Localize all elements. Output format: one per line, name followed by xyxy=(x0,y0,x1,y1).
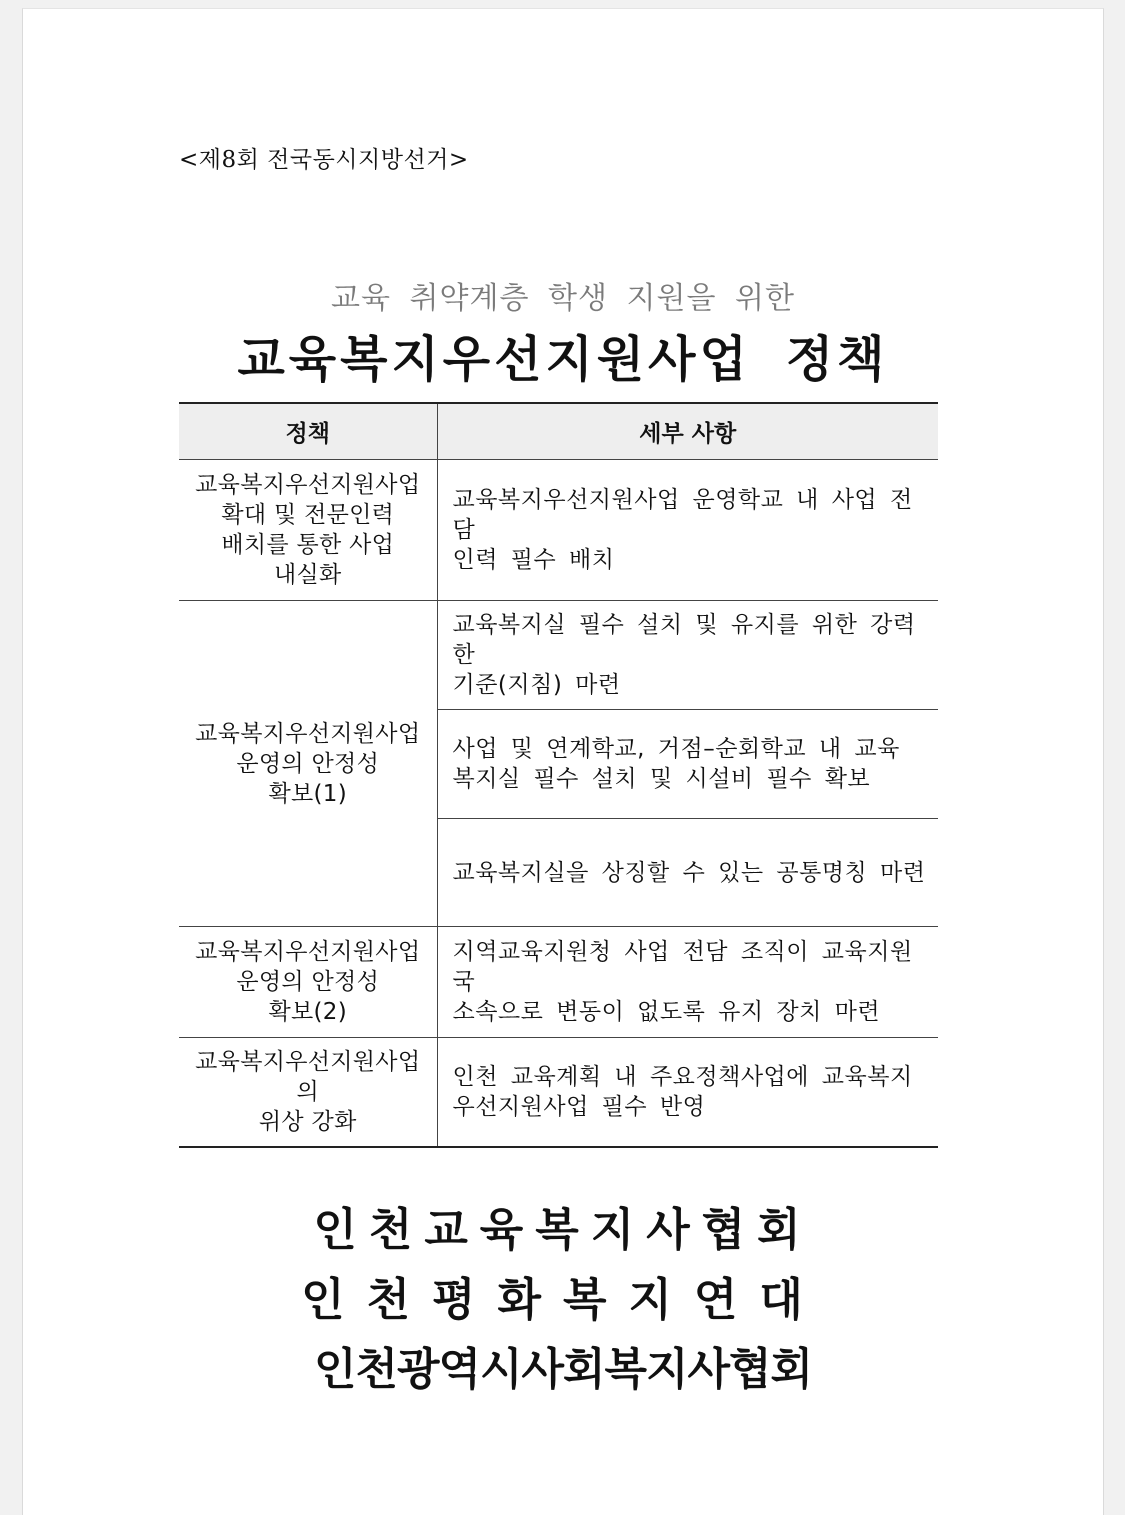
organization-name: 인천교육복지사협회 xyxy=(313,1203,813,1256)
detail-cell: 인천 교육계획 내 주요정책사업에 교육복지 우선지원사업 필수 반영 xyxy=(437,1038,938,1147)
document-page xyxy=(22,8,1104,1515)
election-tag: <제8회 전국동시지방선거> xyxy=(179,147,469,173)
organization-name: 인천광역시사회복지사협회 xyxy=(313,1344,813,1395)
table-header-row xyxy=(179,403,938,460)
detail-cell: 교육복지실을 상징할 수 있는 공통명칭 마련 xyxy=(437,819,938,927)
document-title: 교육복지우선지원사업 정책 xyxy=(237,331,889,388)
organization-name: 인천평화복지연대 xyxy=(301,1273,825,1326)
document-subtitle: 교육 취약계층 학생 지원을 위한 xyxy=(331,281,795,316)
column-header-policy: 정책 xyxy=(179,403,437,460)
detail-cell: 사업 및 연계학교, 거점–순회학교 내 교육 복지실 필수 설치 및 시설비 필수 확보 xyxy=(437,710,938,819)
policy-cell: 교육복지우선지원사업의 위상 강화 xyxy=(179,1038,437,1147)
table-row xyxy=(179,1038,938,1147)
policy-cell: 교육복지우선지원사업 운영의 안정성 확보(1) xyxy=(179,601,437,927)
detail-cell: 지역교육지원청 사업 전담 조직이 교육지원국 소속으로 변동이 없도록 유지 장치 마련 xyxy=(437,927,938,1038)
table-row xyxy=(179,460,938,601)
policy-table xyxy=(179,402,938,1148)
table-row xyxy=(179,601,938,710)
detail-cell: 교육복지실 필수 설치 및 유지를 위한 강력한 기준(지침) 마련 xyxy=(437,601,938,710)
table-row xyxy=(179,927,938,1038)
column-header-details: 세부 사항 xyxy=(437,403,938,460)
policy-cell: 교육복지우선지원사업 운영의 안정성 확보(2) xyxy=(179,927,437,1038)
policy-cell: 교육복지우선지원사업 확대 및 전문인력 배치를 통한 사업 내실화 xyxy=(179,460,437,601)
detail-cell: 교육복지우선지원사업 운영학교 내 사업 전담 인력 필수 배치 xyxy=(437,460,938,601)
